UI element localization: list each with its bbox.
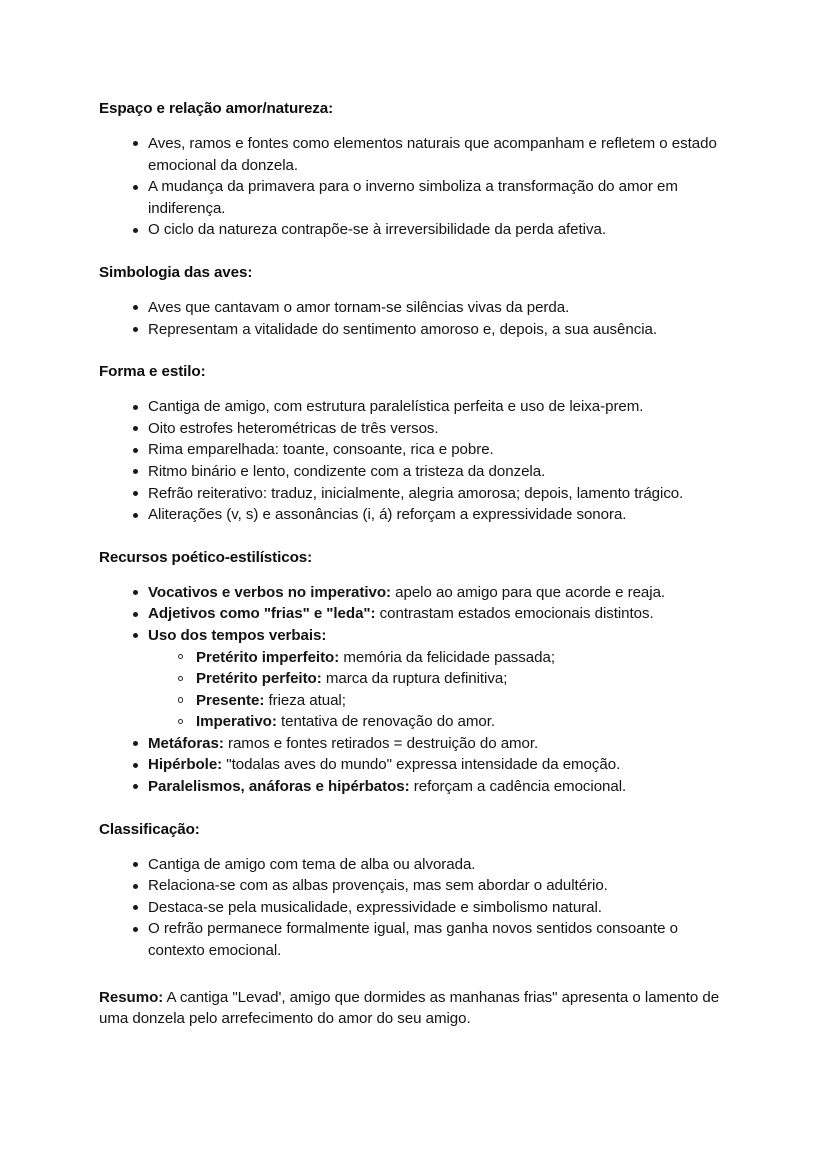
list-item-lead: Uso dos tempos verbais:	[148, 626, 327, 644]
document-section	[99, 99, 733, 241]
list-item-text: Aliterações (v, s) e assonâncias (i, á) reforçam a expressividade sonora.	[148, 506, 627, 524]
list-item	[99, 918, 733, 961]
list-item	[99, 897, 733, 919]
list-item-text: A mudança da primavera para o inverno simboliza a transformação do amor em indiferença.	[148, 178, 678, 217]
list-item-text: O refrão permanece formalmente igual, mas ganha novos sentidos consoante o contexto emocional.	[148, 920, 678, 960]
summary-paragraph	[99, 987, 733, 1031]
list-item-lead: Vocativos e verbos no imperativo:	[148, 583, 391, 601]
document-body	[99, 99, 733, 1030]
list-item-text: Ritmo binário e lento, condizente com a tristeza da donzela.	[148, 462, 546, 480]
sub-list-item	[148, 690, 733, 712]
list-item-text: Relaciona-se com as albas provençais, mas sem abordar o adultério.	[148, 877, 608, 895]
list-item-lead: Metáforas:	[148, 734, 224, 752]
list-item	[99, 219, 733, 241]
document-section	[99, 548, 733, 798]
list-item	[99, 418, 733, 440]
list-item-text: marca da ruptura definitiva;	[321, 670, 508, 688]
list-item	[99, 461, 733, 483]
list-item	[99, 176, 733, 219]
list-item	[99, 754, 733, 776]
sub-list-item	[148, 647, 733, 669]
list-item-text: Aves que cantavam o amor tornam-se silências vivas da perda.	[148, 298, 570, 316]
list-item	[99, 396, 733, 418]
list-item	[99, 582, 733, 604]
list-item-text: Representam a vitalidade do sentimento amoroso e, depois, a sua ausência.	[148, 320, 658, 338]
list-item-lead: Pretérito imperfeito:	[196, 648, 340, 666]
list-item-text: Cantiga de amigo com tema de alba ou alvorada.	[148, 855, 476, 873]
bullet-list	[99, 582, 733, 798]
sub-list-item	[148, 668, 733, 690]
list-item	[99, 319, 733, 341]
list-item-lead: Adjetivos como "frias" e "leda":	[148, 605, 376, 623]
list-item-text: ramos e fontes retirados = destruição do amor.	[223, 734, 539, 752]
list-item-text: Refrão reiterativo: traduz, inicialmente, alegria amorosa; depois, lamento trágico.	[148, 484, 684, 502]
list-item-text: Cantiga de amigo, com estrutura paralelística perfeita e uso de leixa-prem.	[148, 398, 644, 416]
list-item-text: contrastam estados emocionais distintos.	[375, 605, 654, 623]
sub-bullet-list	[148, 647, 733, 733]
list-item-text: apelo ao amigo para que acorde e reaja.	[391, 583, 666, 601]
section-heading: Forma e estilo:	[99, 363, 206, 381]
list-item-lead: Paralelismos, anáforas e hipérbatos:	[148, 778, 410, 796]
list-item	[99, 733, 733, 755]
list-item	[99, 439, 733, 461]
document-section	[99, 362, 733, 526]
list-item-text: Oito estrofes heterométricas de três versos.	[148, 419, 439, 437]
summary-block	[99, 987, 733, 1031]
list-item-text: memória da felicidade passada;	[339, 648, 555, 666]
list-item-text: O ciclo da natureza contrapõe-se à irreversibilidade da perda afetiva.	[148, 221, 606, 239]
list-item-text: reforçam a cadência emocional.	[409, 778, 627, 796]
list-item	[99, 504, 733, 526]
bullet-list	[99, 133, 733, 241]
list-item	[99, 875, 733, 897]
list-item	[99, 776, 733, 798]
list-item-text: Rima emparelhada: toante, consoante, rica e pobre.	[148, 441, 494, 459]
list-item	[99, 603, 733, 625]
list-item-lead: Pretérito perfeito:	[196, 670, 322, 688]
document-section	[99, 263, 733, 340]
section-heading: Espaço e relação amor/natureza:	[99, 100, 334, 117]
list-item-text: frieza atual;	[264, 691, 346, 709]
section-heading: Classificação:	[99, 820, 200, 838]
bullet-list	[99, 854, 733, 962]
bullet-list	[99, 297, 733, 340]
list-item	[99, 133, 733, 176]
list-item-lead: Imperativo:	[196, 713, 277, 731]
list-item-text: tentativa de renovação do amor.	[276, 713, 496, 731]
document-section	[99, 820, 733, 962]
list-item	[99, 854, 733, 876]
summary-lead: Resumo:	[99, 988, 164, 1006]
bullet-list	[99, 396, 733, 526]
list-item-text: Aves, ramos e fontes como elementos naturais que acompanham e refletem o estado emocional da donzela.	[148, 135, 717, 174]
sections-container	[99, 99, 733, 962]
list-item	[99, 297, 733, 319]
list-item-lead: Presente:	[196, 691, 265, 709]
list-item	[99, 625, 733, 733]
list-item-text: "todalas aves do mundo" expressa intensidade da emoção.	[222, 756, 621, 774]
section-heading: Recursos poético-estilísticos:	[99, 548, 313, 566]
summary-text: A cantiga "Levad', amigo que dormides as manhanas frias" apresenta o lamento de uma donzela pelo arrefecimento do amor do seu amigo.	[99, 988, 720, 1028]
sub-list-item	[148, 711, 733, 733]
list-item-text: Destaca-se pela musicalidade, expressividade e simbolismo natural.	[148, 898, 602, 916]
section-heading: Simbologia das aves:	[99, 263, 253, 281]
list-item	[99, 483, 733, 505]
list-item-lead: Hipérbole:	[148, 756, 223, 774]
